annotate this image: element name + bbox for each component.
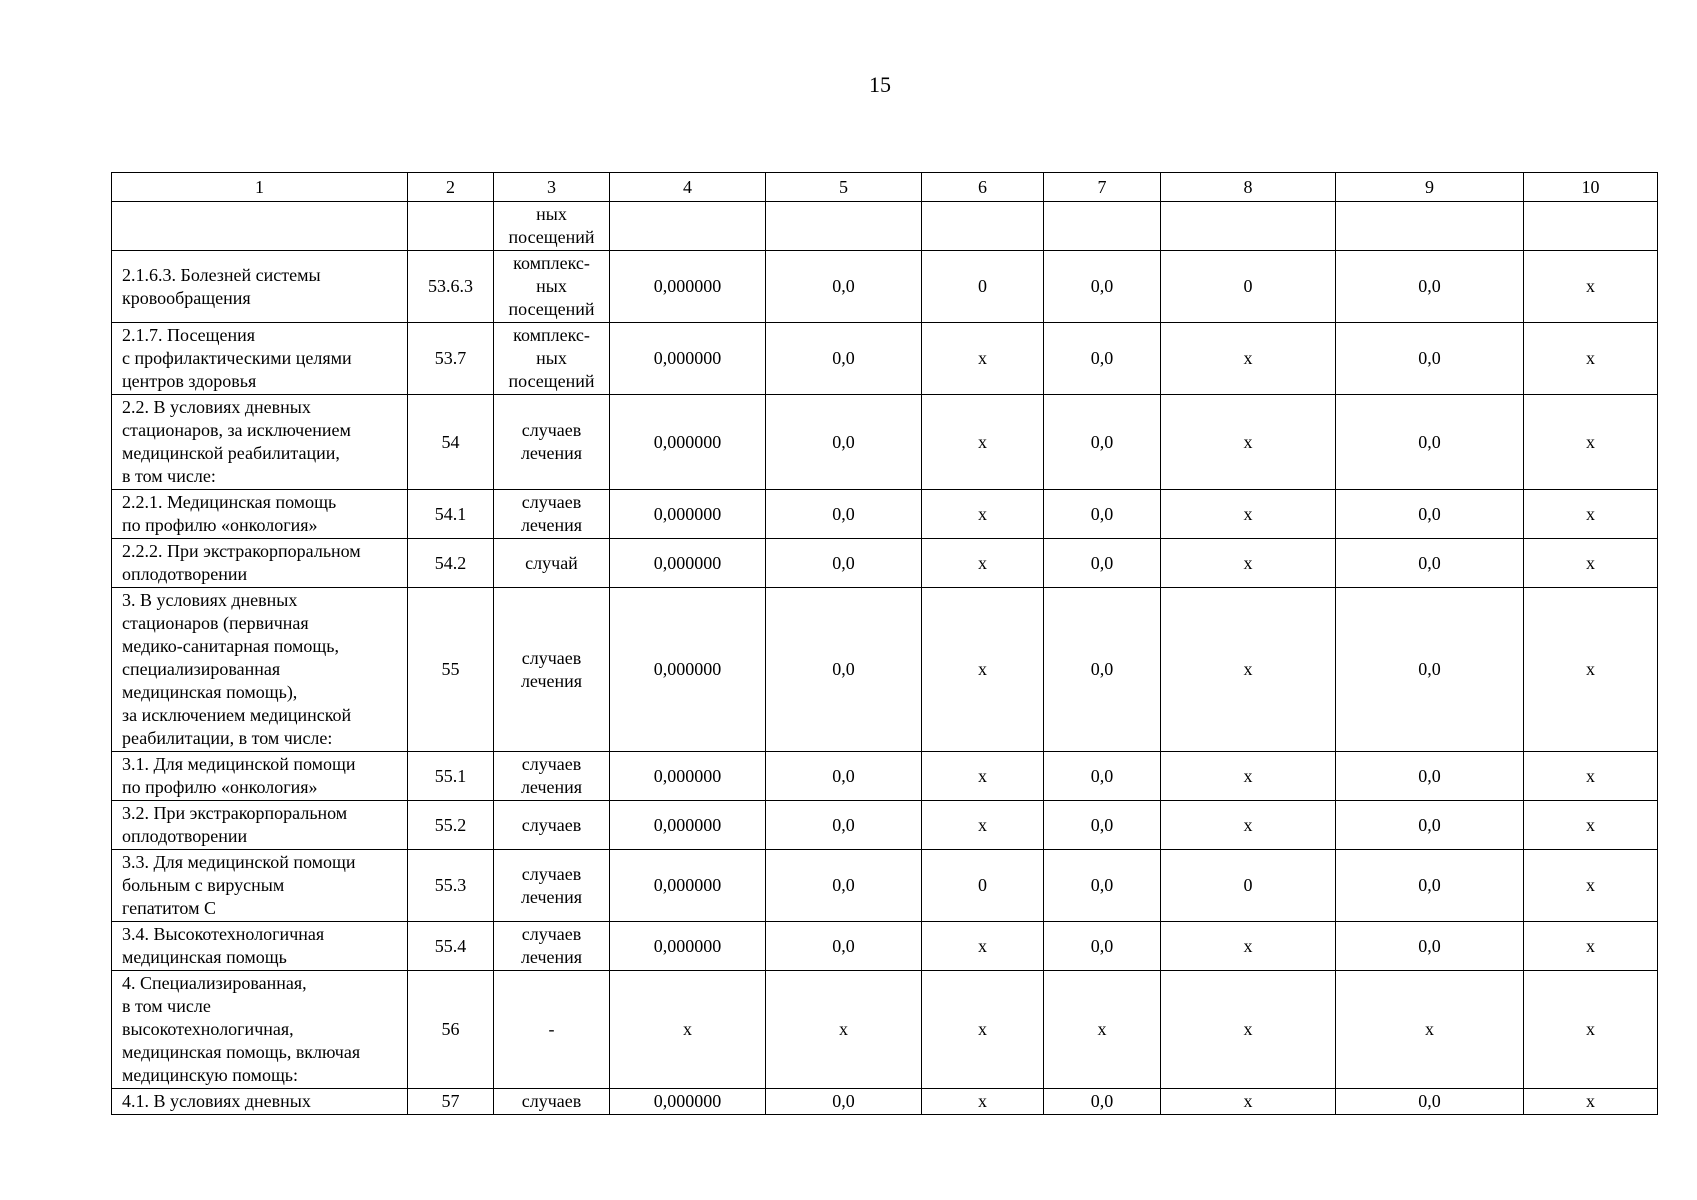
- cell-col6: х: [922, 323, 1044, 395]
- cell-col9: [1336, 202, 1524, 251]
- cell-col5: 0,0: [766, 539, 922, 588]
- cell-col4: 0,000000: [610, 1089, 766, 1115]
- cell-col6: х: [922, 539, 1044, 588]
- cell-col8: 0: [1161, 850, 1336, 922]
- cell-col9: 0,0: [1336, 922, 1524, 971]
- row-code: 55.1: [408, 752, 494, 801]
- row-unit-line: -: [548, 1019, 555, 1039]
- cell-col9: 0,0: [1336, 251, 1524, 323]
- cell-col8: х: [1161, 490, 1336, 539]
- cell-col5: х: [766, 971, 922, 1089]
- row-name: [112, 588, 408, 752]
- row-name-line: 3.1. Для медицинской помощи: [122, 754, 356, 774]
- row-name-line: 2.1.6.3. Болезней системы: [122, 264, 321, 285]
- row-name-line: оплодотворении: [122, 564, 248, 584]
- cell-col5: 0,0: [766, 922, 922, 971]
- row-unit: [494, 202, 610, 251]
- cell-col10: [1524, 202, 1658, 251]
- row-unit: [494, 922, 610, 971]
- table-body: [112, 202, 1658, 1115]
- cell-col10: х: [1524, 323, 1658, 395]
- cell-col9: 0,0: [1336, 588, 1524, 752]
- column-header: 10: [1524, 173, 1658, 202]
- row-name-line: оплодотворении: [122, 826, 248, 846]
- cell-col5: 0,0: [766, 490, 922, 539]
- row-unit-line: лечения: [520, 515, 583, 535]
- row-name: [112, 202, 408, 251]
- row-unit-line: посещений: [508, 299, 595, 319]
- row-unit-line: случай: [525, 552, 578, 573]
- cell-col7: 0,0: [1044, 801, 1161, 850]
- row-unit-line: лечения: [520, 777, 583, 797]
- row-name: [112, 251, 408, 323]
- cell-col6: х: [922, 971, 1044, 1089]
- cell-col6: х: [922, 395, 1044, 490]
- row-unit-line: случаев: [521, 863, 582, 884]
- column-number-row: [112, 173, 1658, 202]
- row-unit-line: лечения: [520, 886, 583, 907]
- row-name-line: по профилю «онкология»: [122, 515, 318, 535]
- table-row: [112, 395, 1658, 490]
- cell-col4: 0,000000: [610, 323, 766, 395]
- cell-col8: х: [1161, 922, 1336, 971]
- column-header: 2: [408, 173, 494, 202]
- row-name: [112, 323, 408, 395]
- row-name-line: специализированная: [122, 659, 281, 679]
- row-code: 55.3: [408, 850, 494, 922]
- row-name-line: медицинской реабилитации,: [122, 443, 340, 463]
- column-header: 4: [610, 173, 766, 202]
- cell-col6: х: [922, 490, 1044, 539]
- cell-col10: х: [1524, 971, 1658, 1089]
- cell-col10: х: [1524, 539, 1658, 588]
- table-row: [112, 850, 1658, 922]
- cell-col10: х: [1524, 490, 1658, 539]
- table-row: [112, 1089, 1658, 1115]
- cell-col4: 0,000000: [610, 395, 766, 490]
- row-name-line: медицинская помощь, включая: [122, 1042, 361, 1062]
- cell-col5: 0,0: [766, 1089, 922, 1115]
- cell-col10: х: [1524, 801, 1658, 850]
- cell-col4: [610, 202, 766, 251]
- row-name-line: больным с вирусным: [122, 875, 285, 895]
- row-unit: [494, 251, 610, 323]
- cell-col4: 0,000000: [610, 752, 766, 801]
- row-name-line: 2.1.7. Посещения: [122, 325, 256, 345]
- column-header: 3: [494, 173, 610, 202]
- column-header: 1: [112, 173, 408, 202]
- cell-col4: х: [610, 971, 766, 1089]
- cell-col6: х: [922, 588, 1044, 752]
- column-header: 9: [1336, 173, 1524, 202]
- column-header: 8: [1161, 173, 1336, 202]
- row-unit-line: случаев: [521, 754, 582, 774]
- row-code: 56: [408, 971, 494, 1089]
- cell-col5: 0,0: [766, 801, 922, 850]
- row-unit-line: случаев: [521, 1091, 582, 1111]
- row-name-line: 2.2.1. Медицинская помощь: [122, 492, 337, 512]
- row-name-line: 2.2.2. При экстракорпоральном: [122, 541, 361, 561]
- cell-col7: 0,0: [1044, 323, 1161, 395]
- row-unit: [494, 323, 610, 395]
- cell-col5: [766, 202, 922, 251]
- cell-col8: х: [1161, 588, 1336, 752]
- row-name-line: 3.4. Высокотехнологичная: [122, 924, 325, 944]
- cell-col6: х: [922, 1089, 1044, 1115]
- cell-col4: 0,000000: [610, 801, 766, 850]
- row-name-line: стационаров, за исключением: [122, 420, 351, 440]
- cell-col7: 0,0: [1044, 752, 1161, 801]
- row-name-line: 4.1. В условиях дневных: [122, 1091, 311, 1111]
- cell-col6: х: [922, 801, 1044, 850]
- row-unit-line: лечения: [520, 670, 583, 691]
- row-name-line: 2.2. В условиях дневных: [122, 397, 311, 417]
- row-unit-line: ных: [536, 276, 567, 296]
- cell-col10: х: [1524, 922, 1658, 971]
- row-unit-line: лечения: [520, 443, 583, 463]
- cell-col5: 0,0: [766, 588, 922, 752]
- row-name-line: медицинскую помощь:: [122, 1065, 299, 1085]
- row-code: 55: [408, 588, 494, 752]
- table-row: [112, 752, 1658, 801]
- table-row: [112, 801, 1658, 850]
- table-row: [112, 922, 1658, 971]
- table-row: [112, 202, 1658, 251]
- cell-col7: [1044, 202, 1161, 251]
- row-name-line: гепатитом С: [122, 898, 216, 918]
- cell-col6: х: [922, 752, 1044, 801]
- row-name-line: в том числе:: [122, 466, 216, 486]
- row-name-line: в том числе: [122, 996, 211, 1016]
- row-code: 55.2: [408, 801, 494, 850]
- row-unit-line: случаев: [521, 492, 582, 512]
- row-unit-line: случаев: [521, 814, 582, 835]
- row-name-line: стационаров (первичная: [122, 613, 309, 633]
- cell-col7: 0,0: [1044, 395, 1161, 490]
- cell-col8: х: [1161, 1089, 1336, 1115]
- cell-col8: х: [1161, 323, 1336, 395]
- cell-col7: 0,0: [1044, 251, 1161, 323]
- row-name: [112, 922, 408, 971]
- cell-col8: х: [1161, 971, 1336, 1089]
- cell-col9: 0,0: [1336, 539, 1524, 588]
- cell-col5: 0,0: [766, 251, 922, 323]
- row-name: [112, 801, 408, 850]
- cell-col8: х: [1161, 395, 1336, 490]
- row-unit-line: случаев: [521, 420, 582, 440]
- table-row: [112, 539, 1658, 588]
- cell-col4: 0,000000: [610, 922, 766, 971]
- cell-col8: х: [1161, 801, 1336, 850]
- cell-col10: х: [1524, 850, 1658, 922]
- row-code: 53.7: [408, 323, 494, 395]
- cell-col8: х: [1161, 539, 1336, 588]
- row-name-line: центров здоровья: [122, 371, 257, 391]
- cell-col7: 0,0: [1044, 490, 1161, 539]
- cell-col10: х: [1524, 1089, 1658, 1115]
- row-code: 54.1: [408, 490, 494, 539]
- row-code: [408, 202, 494, 251]
- row-name-line: медицинская помощь),: [122, 682, 298, 702]
- cell-col10: х: [1524, 395, 1658, 490]
- row-name-line: медико-санитарная помощь,: [122, 636, 339, 656]
- row-name-line: реабилитации, в том числе:: [122, 728, 333, 748]
- row-name-line: с профилактическими целями: [122, 348, 352, 368]
- cell-col10: х: [1524, 251, 1658, 323]
- row-code: 57: [408, 1089, 494, 1115]
- table-row: [112, 323, 1658, 395]
- cell-col6: [922, 202, 1044, 251]
- cell-col5: 0,0: [766, 323, 922, 395]
- cell-col4: 0,000000: [610, 850, 766, 922]
- table-row: [112, 588, 1658, 752]
- cell-col9: 0,0: [1336, 323, 1524, 395]
- cell-col9: 0,0: [1336, 395, 1524, 490]
- cell-col8: 0: [1161, 251, 1336, 323]
- cell-col4: 0,000000: [610, 490, 766, 539]
- row-name: [112, 850, 408, 922]
- row-unit-line: ных: [536, 348, 567, 368]
- row-code: 53.6.3: [408, 251, 494, 323]
- data-table: [111, 172, 1658, 1115]
- row-unit: [494, 1089, 610, 1115]
- cell-col9: 0,0: [1336, 1089, 1524, 1115]
- row-unit: [494, 395, 610, 490]
- cell-col9: 0,0: [1336, 490, 1524, 539]
- row-name: [112, 490, 408, 539]
- column-header: 7: [1044, 173, 1161, 202]
- row-unit-line: ных: [536, 204, 567, 224]
- row-name-line: 4. Специализированная,: [122, 973, 307, 993]
- cell-col8: х: [1161, 752, 1336, 801]
- row-unit-line: лечения: [520, 947, 583, 967]
- table-row: [112, 490, 1658, 539]
- cell-col5: 0,0: [766, 752, 922, 801]
- cell-col7: 0,0: [1044, 588, 1161, 752]
- row-unit: [494, 539, 610, 588]
- row-unit: [494, 490, 610, 539]
- cell-col4: 0,000000: [610, 251, 766, 323]
- cell-col10: х: [1524, 588, 1658, 752]
- row-name: [112, 539, 408, 588]
- cell-col7: х: [1044, 971, 1161, 1089]
- row-unit-line: случаев: [521, 647, 582, 668]
- cell-col4: 0,000000: [610, 588, 766, 752]
- cell-col9: х: [1336, 971, 1524, 1089]
- row-unit: [494, 850, 610, 922]
- cell-col7: 0,0: [1044, 1089, 1161, 1115]
- row-name: [112, 752, 408, 801]
- cell-col8: [1161, 202, 1336, 251]
- row-code: 54: [408, 395, 494, 490]
- row-name-line: кровообращения: [122, 287, 251, 308]
- row-name-line: высокотехнологичная,: [122, 1019, 294, 1039]
- cell-col9: 0,0: [1336, 752, 1524, 801]
- row-unit-line: посещений: [508, 227, 595, 247]
- column-header: 5: [766, 173, 922, 202]
- row-name: [112, 1089, 408, 1115]
- row-code: 54.2: [408, 539, 494, 588]
- cell-col7: 0,0: [1044, 850, 1161, 922]
- table-row: [112, 971, 1658, 1089]
- row-unit-line: комплекс-: [513, 253, 590, 273]
- row-unit-line: случаев: [521, 924, 582, 944]
- row-name: [112, 971, 408, 1089]
- column-header: 6: [922, 173, 1044, 202]
- cell-col7: 0,0: [1044, 539, 1161, 588]
- row-unit-line: комплекс-: [513, 325, 590, 345]
- row-unit: [494, 752, 610, 801]
- cell-col9: 0,0: [1336, 850, 1524, 922]
- row-name-line: 3. В условиях дневных: [122, 590, 298, 610]
- row-unit: [494, 971, 610, 1089]
- row-code: 55.4: [408, 922, 494, 971]
- row-name-line: за исключением медицинской: [122, 705, 352, 725]
- cell-col6: х: [922, 922, 1044, 971]
- row-name: [112, 395, 408, 490]
- row-name-line: 3.3. Для медицинской помощи: [122, 852, 356, 872]
- row-unit: [494, 801, 610, 850]
- row-unit: [494, 588, 610, 752]
- cell-col4: 0,000000: [610, 539, 766, 588]
- cell-col6: 0: [922, 251, 1044, 323]
- cell-col10: х: [1524, 752, 1658, 801]
- row-name-line: по профилю «онкология»: [122, 777, 318, 797]
- page-number: 15: [869, 72, 891, 97]
- row-name-line: 3.2. При экстракорпоральном: [122, 803, 348, 823]
- row-name-line: медицинская помощь: [122, 947, 287, 967]
- cell-col7: 0,0: [1044, 922, 1161, 971]
- table-row: [112, 251, 1658, 323]
- cell-col5: 0,0: [766, 395, 922, 490]
- cell-col5: 0,0: [766, 850, 922, 922]
- cell-col9: 0,0: [1336, 801, 1524, 850]
- cell-col6: 0: [922, 850, 1044, 922]
- row-unit-line: посещений: [508, 371, 595, 391]
